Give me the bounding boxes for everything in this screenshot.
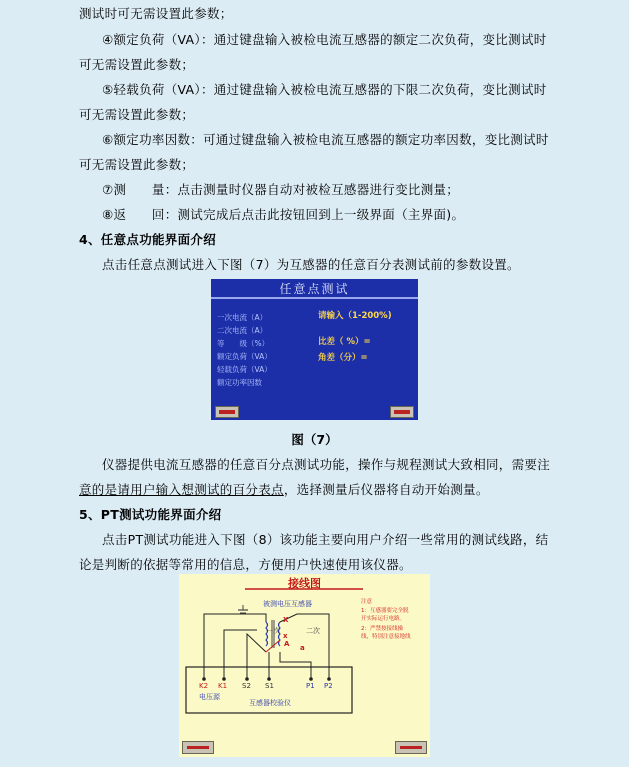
note-line: 注意 xyxy=(361,599,373,605)
mark-A: A xyxy=(284,640,290,648)
text-line: 仪器提供电流互感器的任意百分点测试功能，操作与规程测试大致相同，需要注 xyxy=(102,457,551,472)
wire xyxy=(280,652,311,679)
wire-red xyxy=(266,640,280,652)
text-line: 点击PT测试功能进入下图（8）该功能主要向用户介绍一些常用的测试线路，结 xyxy=(102,532,549,547)
input-prompt: 请输入（1-200%) xyxy=(318,311,392,321)
mark-X-upper: X xyxy=(283,616,289,624)
terminal-label: S1 xyxy=(265,682,274,690)
text-line: ⑤轻载负荷（VA）：通过键盘输入被检电流互感器的下限二次负荷，变比测试时 xyxy=(102,82,547,97)
measure-button xyxy=(390,406,414,418)
text-line: 测试时可无需设置此参数； xyxy=(79,6,233,21)
text-line: ⑥额定功率因数：可通过键盘输入被检电流互感器的额定功率因数，变比测试时 xyxy=(102,132,549,147)
back-button xyxy=(215,406,239,418)
back-button xyxy=(182,741,214,754)
text-line: ⑦测 量：点击测量时仪器自动对被检互感器进行变比测量； xyxy=(102,182,460,197)
text-line: 点击任意点测试进入下图（7）为互感器的任意百分表测试前的参数设置。 xyxy=(102,257,520,272)
text-line: 可无需设置此参数； xyxy=(79,157,195,172)
title-divider xyxy=(211,297,418,299)
terminal-label: S2 xyxy=(242,682,251,690)
text-line: 可无需设置此参数； xyxy=(79,57,195,72)
device-label: 互感器校验仪 xyxy=(249,699,291,707)
text-line: 论是判断的依据等常用的信息，方便用户快速使用该仪器。 xyxy=(79,557,412,572)
param-label: 一次电流（A） xyxy=(217,313,268,322)
terminal-label: P1 xyxy=(306,682,315,690)
param-label: 等 级（%） xyxy=(217,339,270,348)
param-label: 二次电流（A） xyxy=(217,326,268,335)
text-span: ，选择测量后仪器将自动开始测量。 xyxy=(283,482,489,497)
figure-caption: 图（7） xyxy=(291,432,338,447)
mark-a: a xyxy=(300,644,305,652)
note-line: 1：互感器要完全脱 xyxy=(361,608,409,614)
param-label: 额定负荷（VA） xyxy=(217,352,272,361)
secondary-label: 二次 xyxy=(306,627,320,635)
note-line: 开实际运行电路。 xyxy=(361,616,406,622)
wire xyxy=(247,634,266,679)
screen-title: 任意点测试 xyxy=(279,282,350,296)
figure-8-wiring-diagram xyxy=(179,574,430,757)
source-label: 电压源 xyxy=(199,693,220,701)
text-line xyxy=(79,480,489,498)
angle-error-label: 角差（分）= xyxy=(318,353,368,363)
param-label: 额定功率因数 xyxy=(217,378,262,387)
note-line: 线，特别注意接地线 xyxy=(361,634,411,640)
return-button xyxy=(395,741,427,754)
wire xyxy=(224,630,257,679)
note-line: 2：严禁按接线操 xyxy=(361,626,403,632)
primary-label: 一次 xyxy=(266,627,280,635)
text-line: ④额定负荷（VA）：通过键盘输入被检电流互感器的额定二次负荷，变比测试时 xyxy=(102,32,547,47)
text-line: 可无需设置此参数； xyxy=(79,107,195,122)
terminal-label: K2 xyxy=(199,682,209,690)
terminal-label: P2 xyxy=(324,682,333,690)
ratio-error-label: 比差（ %）= xyxy=(318,337,371,347)
section-heading: 5、PT测试功能界面介绍 xyxy=(79,507,222,522)
section-heading: 4、任意点功能界面介绍 xyxy=(79,232,216,247)
pt-label: 被测电压互感器 xyxy=(263,600,312,608)
text-line: ⑧返 回：测试完成后点击此按钮回到上一级界面（主界面)。 xyxy=(102,207,465,222)
param-label: 轻载负荷（VA） xyxy=(217,365,272,374)
diagram-title: 接线图 xyxy=(288,577,321,590)
underlined-text: 意的是请用户输入想测试的百分表点 xyxy=(79,482,284,497)
terminal-label: K1 xyxy=(218,682,228,690)
wire xyxy=(204,614,266,679)
figure-7-arbitrary-point-screen xyxy=(211,279,418,420)
mark-x-lower: x xyxy=(283,632,288,640)
